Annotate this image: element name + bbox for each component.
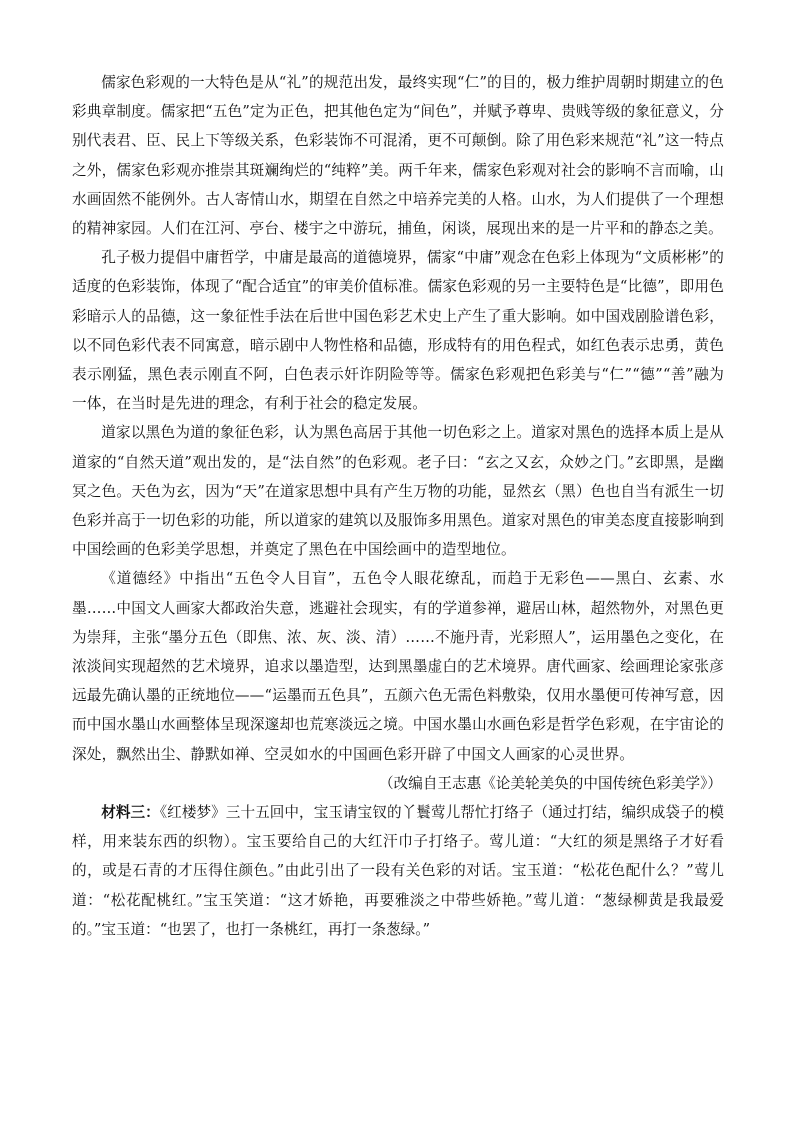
source-citation: （改编自王志惠《论美轮美奂的中国传统色彩美学》）: [379, 774, 722, 792]
material-text: 《红楼梦》三十五回中，宝玉请宝钗的丫鬟莺儿帮忙打络子（通过打结，编织成袋子的模样，用来装东西的织物）。宝玉要给自己的大红汗巾子打络子。莺儿道：“大红的须是黑络子才好看的，或是石青的才压得住颜色。”由此引出了一段有关色彩的对话。宝玉道：“松花色配什么？”莺儿道：“松花配桃红。”宝玉笑道：“这才娇艳，再要雅淡之中带些娇艳。”莺儿道：“葱绿柳黄是我最爱的。”宝玉道：“也罢了，也打一条桃红，再打一条葱绿。”: [72, 804, 724, 938]
paragraph-doctrine-of-mean: 孔子极力提倡中庸哲学，中庸是最高的道德境界，儒家“中庸”观念在色彩上体现为“文质彬彬”的适度的色彩装饰，体现了“配合适宜”的审美价值标准。儒家色彩观的另一主要特色是“比德”，即用色彩暗示人的品德，这一象征性手法在后世中国色彩艺术史上产生了重大影响。如中国戏剧脸谱色彩，以不同色彩代表不同寓意，暗示剧中人物性格和品德，形成特有的用色程式，如红色表示忠勇，黄色表示刚猛，黑色表示刚直不阿，白色表示奸诈阴险等等。儒家色彩观把色彩美与“仁”“德”“善”融为一体，在当时是先进的理念，有利于社会的稳定发展。: [72, 249, 724, 413]
paragraph-taoist-black: 道家以黑色为道的象征色彩，认为黑色高居于其他一切色彩之上。道家对黑色的选择本质上是从道家的“自然天道”观出发的，是“法自然”的色彩观。老子曰：“玄之又玄，众妙之门。”玄即黑，是幽冥之色。天色为玄，因为“天”在道家思想中具有产生万物的功能，显然玄（黑）色也自当有派生一切色彩并高于一切色彩的功能，所以道家的建筑以及服饰多用黑色。道家对黑色的审美态度直接影响到中国绘画的色彩美学思想，并奠定了黑色在中国绘画中的造型地位。: [72, 424, 724, 559]
material-label: 材料三：: [101, 804, 160, 822]
paragraph-confucian-color: 儒家色彩观的一大特色是从“礼”的规范出发，最终实现“仁”的目的，极力维护周朝时期建立的色彩典章制度。儒家把“五色”定为正色，把其他色定为“间色”，并赋予尊卑、贵贱等级的象征意义，分别代表君、臣、民上下等级关系，色彩装饰不可混淆，更不可颠倒。除了用色彩来规范“礼”这一特点之外，儒家色彩观亦推崇其斑斓绚烂的“纯粹”美。两千年来，儒家色彩观对社会的影响不言而喻，山水画固然不能例外。古人寄情山水，期望在自然之中培养完美的人格。山水，为人们提供了一个理想的精神家园。人们在江河、亭台、楼宇之中游玩，捕鱼，闲谈，展现出来的是一片平和的静态之美。: [72, 74, 724, 238]
paragraph-tao-te-ching: 《道德经》中指出“五色令人目盲”，五色令人眼花缭乱，而趋于无彩色——黑白、玄素、水墨……中国文人画家大都政治失意，逃避社会现实，有的学道参禅，避居山林，超然物外，对黑色更为崇拜，主张“墨分五色（即焦、浓、灰、淡、清）……不施丹青，光彩照人”，运用墨色之变化，在浓淡间实现超然的艺术境界，追求以墨造型，达到黑墨虚白的艺术境界。唐代画家、绘画理论家张彦远最先确认墨的正统地位——“运墨而五色具”，五颜六色无需色料敷染，仅用水墨便可传神写意，因而中国水墨山水画整体呈现深邃却也荒寒淡远之境。中国水墨山水画色彩是哲学色彩观，在宇宙论的深处，飘然出尘、静默如禅、空灵如水的中国画色彩开辟了中国文人画家的心灵世界。: [72, 570, 724, 763]
material-three: [72, 798, 724, 944]
document-page: [72, 68, 724, 944]
